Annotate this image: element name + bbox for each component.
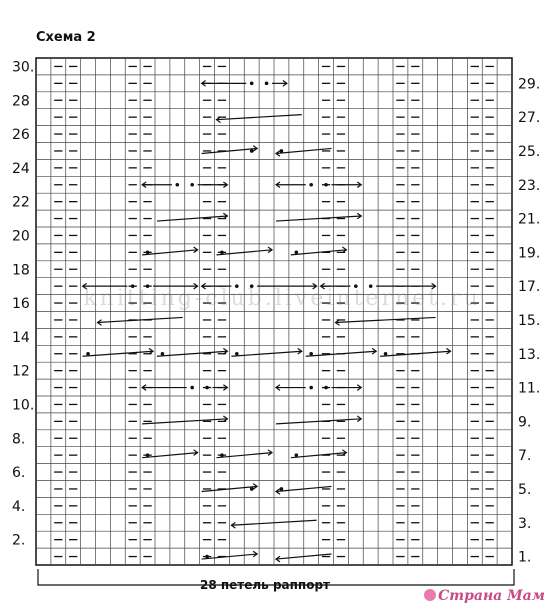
cable-dot <box>146 453 150 457</box>
cable-dot <box>384 352 388 356</box>
cable-dot <box>324 183 328 187</box>
row-label-left: 6. <box>12 465 26 482</box>
cable-dot <box>309 183 313 187</box>
row-label-left: 8. <box>12 431 26 448</box>
cable-dot <box>220 453 224 457</box>
cable-dot <box>324 386 328 390</box>
cable-dot <box>161 352 165 356</box>
row-label-left: 26 <box>12 127 30 144</box>
row-label-left: 24 <box>12 160 30 177</box>
row-label-left: 14 <box>12 329 30 346</box>
watermark: knitting-club.liveinternet.ru <box>83 286 481 311</box>
row-label-right: 11. <box>518 380 541 397</box>
cable-dot <box>309 386 313 390</box>
cable-dot <box>235 352 239 356</box>
chart-grid <box>36 58 512 565</box>
row-label-left: 30. <box>12 59 35 76</box>
cable-dot <box>295 453 299 457</box>
cable-dot <box>250 487 254 491</box>
cable-dot <box>205 555 209 559</box>
row-label-left: 2. <box>12 532 26 549</box>
logo-text: Страна Мам <box>438 588 545 604</box>
row-label-right: 17. <box>518 279 541 296</box>
row-label-left: 22 <box>12 194 30 211</box>
row-label-right: 29. <box>518 76 541 93</box>
row-label-right: 19. <box>518 245 541 262</box>
cable-dot <box>250 149 254 153</box>
site-logo <box>424 588 545 604</box>
row-label-right: 27. <box>518 110 541 127</box>
row-label-right: 23. <box>518 177 541 194</box>
row-label-right: 3. <box>518 515 532 532</box>
row-label-right: 1. <box>518 549 532 566</box>
cable-dot <box>295 251 299 255</box>
row-label-right: 25. <box>518 143 541 160</box>
row-label-left: 18 <box>12 262 30 279</box>
cable-dot <box>205 386 209 390</box>
row-label-right: 5. <box>518 481 532 498</box>
cable-dot <box>220 251 224 255</box>
row-label-left: 20 <box>12 228 30 245</box>
cable-dot <box>265 82 269 86</box>
row-label-left: 16 <box>12 296 30 313</box>
cable-dot <box>309 352 313 356</box>
cable-dot <box>190 183 194 187</box>
row-label-right: 13. <box>518 346 541 363</box>
cable-dot <box>190 386 194 390</box>
row-label-right: 7. <box>518 448 532 465</box>
chart-title: Схема 2 <box>36 30 96 45</box>
row-label-right: 9. <box>518 414 532 431</box>
cable-dot <box>280 149 284 153</box>
cable-dot <box>250 82 254 86</box>
row-label-left: 28 <box>12 93 30 110</box>
row-label-right: 21. <box>518 211 541 228</box>
row-label-left: 10. <box>12 397 35 414</box>
cable-dot <box>86 352 90 356</box>
cable-dot <box>176 183 180 187</box>
logo-icon <box>424 589 436 601</box>
row-label-left: 4. <box>12 498 26 515</box>
repeat-label: 28 петель раппорт <box>199 578 330 592</box>
cable-dot <box>146 251 150 255</box>
row-label-left: 12 <box>12 363 30 380</box>
cable-dot <box>280 487 284 491</box>
row-label-right: 15. <box>518 312 541 329</box>
